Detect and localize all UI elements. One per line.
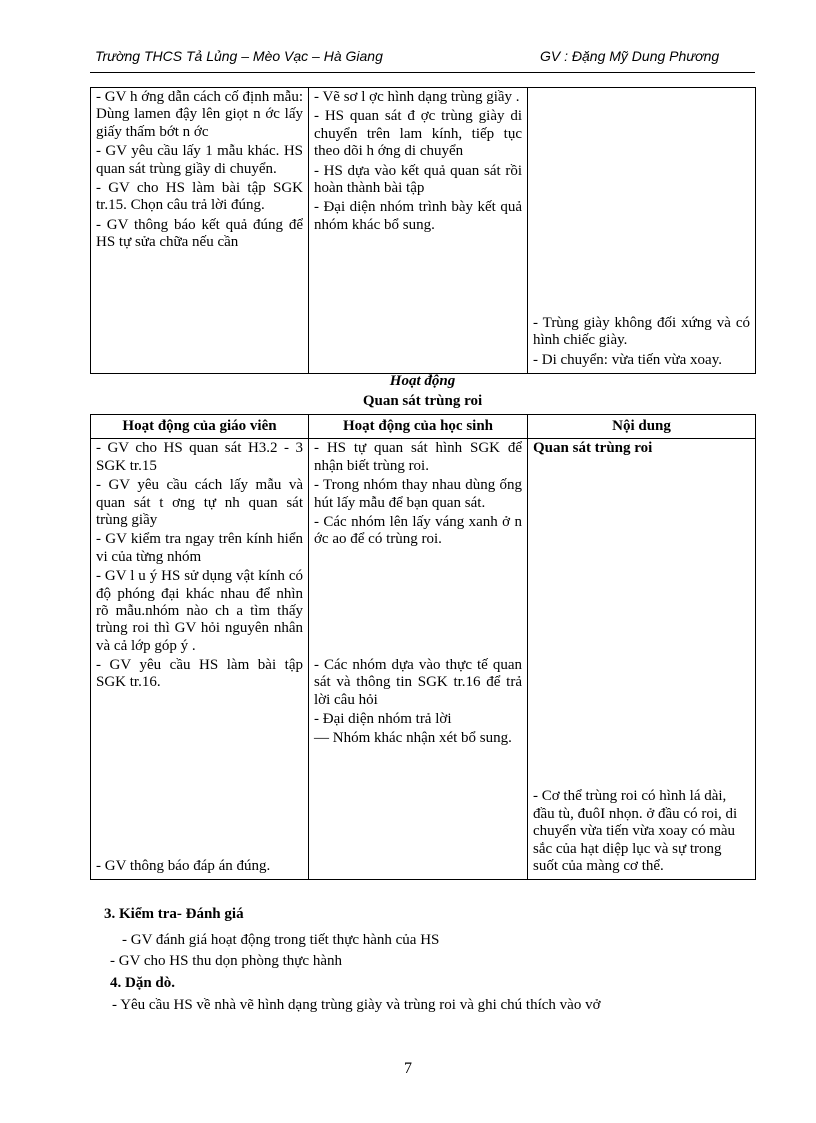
column-header: Hoạt động của học sinh xyxy=(309,415,528,439)
column-header: Hoạt động của giáo viên xyxy=(91,415,309,439)
list-item: - Đại diện nhóm trả lời xyxy=(314,710,452,727)
header-teacher: GV : Đặng Mỹ Dung Phương xyxy=(540,48,720,64)
list-item: - Trong nhóm thay nhau dùng ống hút lấy mẫu để bạn quan sát. xyxy=(314,477,522,511)
header-school: Trường THCS Tả Lủng – Mèo Vạc – Hà Giang xyxy=(95,48,383,64)
list-item: - Đại diện nhóm trình bày kết quả nhóm khác bổ sung. xyxy=(314,199,522,233)
header-divider xyxy=(90,72,755,73)
activity-table-1 xyxy=(90,87,756,374)
section-3-title: 3. Kiểm tra- Đánh giá xyxy=(104,906,244,922)
list-item: - GV yêu cầu cách lấy mẫu và quan sát t ơng tự nh quan sát trùng giầy xyxy=(96,477,303,528)
list-item: - Các nhóm dựa vào thực tế quan sát và thông tin SGK tr.16 để trả lời câu hỏi xyxy=(314,656,522,708)
content-heading: Quan sát trùng roi xyxy=(533,440,653,457)
list-item: - HS tự quan sát hình SGK để nhận biết trùng roi. xyxy=(314,440,522,474)
list-item: - HS dựa vào kết quả quan sát rồi hoàn thành bài tập xyxy=(314,162,522,196)
table-row xyxy=(91,88,756,374)
list-item: - Trùng giày không đối xứng và có hình chiếc giày. xyxy=(533,314,750,349)
section-3-line: - GV đánh giá hoạt động trong tiết thực hành của HS xyxy=(122,932,440,948)
content-body: - Cơ thể trùng roi có hình lá dài, đầu tù, đuôI nhọn. ở đầu có roi, di chuyển vừa tiến vừa xoay có màu sắc của hạt diệp lục và sự trong suốt của màng cơ thể. xyxy=(533,788,738,874)
list-item: - Các nhóm lên lấy váng xanh ở n ớc ao để có trùng roi. xyxy=(314,513,522,548)
list-item: - GV h ớng dẫn cách cố định mẫu: Dùng lamen đậy lên giọt n ớc lấy giấy thấm bớt n ớc xyxy=(96,89,303,140)
list-item: - GV cho HS làm bài tập SGK tr.15. Chọn câu trả lời đúng. xyxy=(96,179,303,214)
page-number: 7 xyxy=(404,1060,412,1077)
list-item: - HS quan sát đ ợc trùng giày di chuyển trên lam kính, tiếp tục theo dõi h ớng di chuyển xyxy=(314,108,522,160)
list-item: - GV cho HS quan sát H3.2 - 3 SGK tr.15 xyxy=(96,440,303,474)
teacher-activity-cell xyxy=(91,439,309,880)
activity-title: Quan sát trùng roi xyxy=(362,393,483,409)
activity-table-2 xyxy=(90,414,756,880)
list-item: — Nhóm khác nhận xét bổ sung. xyxy=(314,730,512,747)
activity-label: Hoạt động xyxy=(389,373,456,389)
teacher-activity-cell xyxy=(91,88,309,374)
section-4-line: - Yêu cầu HS về nhà vẽ hình dạng trùng giày và trùng roi và ghi chú thích vào vở xyxy=(112,997,601,1013)
content-cell xyxy=(528,439,756,880)
column-header: Nội dung xyxy=(528,415,756,439)
table-header-row xyxy=(91,415,756,439)
section-4-title: 4. Dặn dò. xyxy=(110,975,176,991)
list-item: - GV l u ý HS sử dụng vật kính có độ phóng đại khác nhau để nhìn rõ mẫu.nhóm nào ch a tìm thấy trùng roi thì GV hỏi nguyên nhân và cả lớp góp ý . xyxy=(96,568,303,654)
list-item: - GV thông báo kết quả đúng để HS tự sửa chữa nếu cần xyxy=(96,216,303,251)
list-item: - GV yêu cầu lấy 1 mẫu khác. HS quan sát trùng giầy di chuyển. xyxy=(96,143,303,177)
list-item: - GV yêu cầu HS làm bài tập SGK tr.16. xyxy=(96,657,303,691)
list-item: - GV thông báo đáp án đúng. xyxy=(96,858,271,874)
student-activity-cell xyxy=(309,88,528,374)
section-3-line: - GV cho HS thu dọn phòng thực hành xyxy=(110,953,343,969)
list-item: - GV kiểm tra ngay trên kính hiển vi của từng nhóm xyxy=(96,531,303,565)
content-cell xyxy=(528,88,756,374)
list-item: - Di chuyển: vừa tiến vừa xoay. xyxy=(533,351,722,368)
list-item: - Vẽ sơ l ợc hình dạng trùng giầy . xyxy=(314,89,520,105)
student-activity-cell xyxy=(309,439,528,880)
table-row xyxy=(91,439,756,880)
